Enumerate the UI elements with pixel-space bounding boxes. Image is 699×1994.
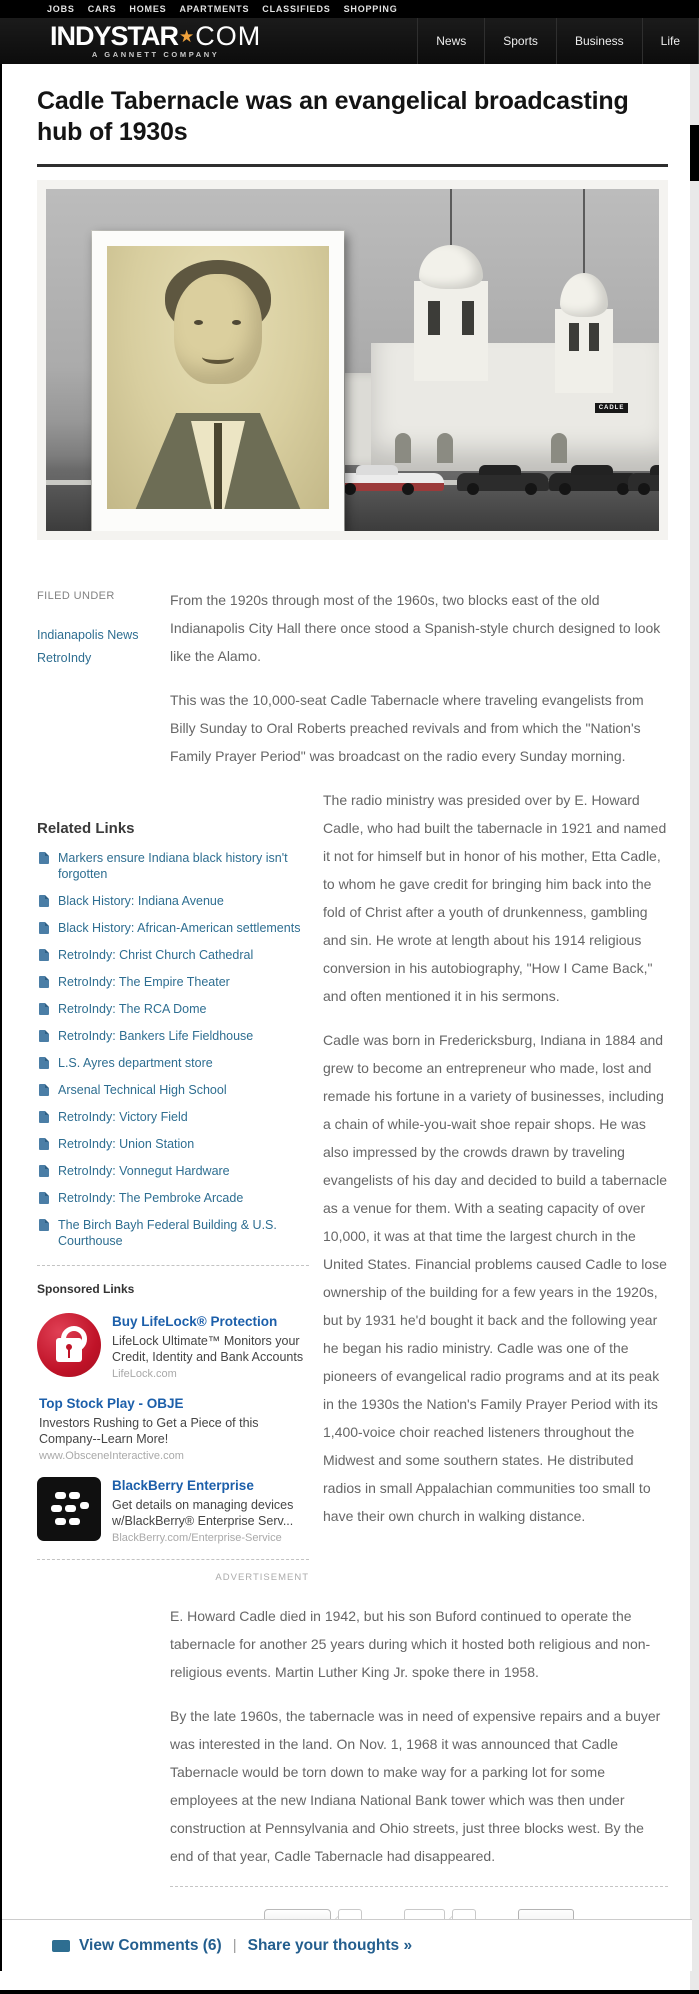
related-link-item[interactable] <box>37 893 309 909</box>
tabernacle-photo <box>46 189 659 531</box>
related-link[interactable]: The Birch Bayh Federal Building & U.S. Courthouse <box>58 1218 277 1248</box>
filed-under-link[interactable]: RetroIndy <box>37 651 92 665</box>
section-tabs <box>417 18 699 64</box>
related-link[interactable]: RetroIndy: Christ Church Cathedral <box>58 948 254 962</box>
related-link[interactable]: RetroIndy: The RCA Dome <box>58 1002 207 1016</box>
left-rail <box>37 820 309 1594</box>
document-icon <box>39 1219 49 1231</box>
car <box>549 473 641 491</box>
car <box>628 473 659 491</box>
utility-nav-link[interactable]: CARS <box>87 4 117 14</box>
ad-url: www.ObsceneInteractive.com <box>39 1450 184 1462</box>
related-link[interactable]: L.S. Ayres department store <box>58 1056 213 1070</box>
top-utility-nav <box>0 0 699 18</box>
related-link-item[interactable] <box>37 1055 309 1071</box>
document-icon <box>39 1084 49 1096</box>
ad-url: BlackBerry.com/Enterprise-Service <box>112 1532 282 1544</box>
tower-dome <box>414 281 488 381</box>
comments-bar <box>2 1919 692 1971</box>
utility-nav-link[interactable]: APARTMENTS <box>179 4 250 14</box>
article-paragraph: E. Howard Cadle died in 1942, but his son Buford continued to operate the tabernacle for another 25 years during which it hosted both religious and non-religious events. Martin Luther King Jr. spoke there in 1958. <box>170 1608 651 1680</box>
ad-description: Get details on managing devices w/BlackBerry® Enterprise Serv... <box>112 1498 294 1528</box>
article-paragraph: By the late 1960s, the tabernacle was in need of expensive repairs and a buyer was interested in the land. On Nov. 1, 1968 it was announced that Cadle Tabernacle would be torn down to make way for a parking lot for some employees at the new Indiana National Bank tower which was then under construction at Pennsylvania and Ohio streets, just three blocks west. By the end of that year, Cadle Tabernacle had disappeared. <box>170 1708 661 1864</box>
document-icon <box>39 1111 49 1123</box>
related-link[interactable]: RetroIndy: Bankers Life Fieldhouse <box>58 1029 254 1043</box>
ad-title-link[interactable]: Top Stock Play - OBJE <box>39 1396 184 1411</box>
related-link-item[interactable] <box>37 1082 309 1098</box>
document-icon <box>39 852 49 864</box>
related-link[interactable]: RetroIndy: Vonnegut Hardware <box>58 1164 230 1178</box>
related-link[interactable]: Markers ensure Indiana black history isn't forgotten <box>58 851 288 881</box>
article-paragraph: Cadle was born in Fredericksburg, Indiana in 1884 and grew to become an entrepreneur who made, lost and remade his fortune in a variety of businesses, including a chain of while-you-wait shoe repair shops. He was also impressed by the crowds drawn by traveling evangelists of his day and decided to build a tabernacle as a venue for them. With a seating capacity of over 10,000, it was at that time the largest church in the United States. Financial problems caused Cadle to lose ownership of the building for a few years in the 1920s, but by 1931 he'd bought it back and the following year he began his radio ministry. Cadle was one of the pioneers of evangelical radio programs and at its peak in the 1930s the Nation's Family Prayer Period with its 1,400-voice choir reached listeners throughout the Midwest and some southern states. He distributed radios in small Appalachian communities too small to have their own church in walking distance. <box>323 1032 668 1524</box>
sponsored-links <box>37 1265 309 1594</box>
tower-dome <box>555 309 613 393</box>
logo-text: INDYSTAR <box>50 21 179 51</box>
document-icon <box>39 976 49 988</box>
article-headline: Cadle Tabernacle was an evangelical broadcasting hub of 1930s <box>37 87 629 146</box>
paragraph-text: The radio ministry was presided over by E. Howard Cadle, who had built the tabernacle in 1921 and named it not for himself but in honor of his mother, Etta Cadle, to whom he gave credit for bringing him back into the fold of Christ after a youth of drunkenness, gambling and sin. He wrote at length about his 1914 religious conversion in his autobiography, "How I Came Back," and often mentioned it in his sermons. <box>323 792 667 1004</box>
gannett-tagline: A GANNETT COMPANY <box>91 50 220 59</box>
document-icon <box>39 1192 49 1204</box>
related-link[interactable]: RetroIndy: Victory Field <box>58 1110 188 1124</box>
article-paragraph: From the 1920s through most of the 1960s, two blocks east of the old Indianapolis City Hall there once stood a Spanish-style church designed to look like the Alamo. <box>170 592 661 664</box>
article-end-divider <box>170 1886 668 1887</box>
portrait-face <box>174 274 262 384</box>
share-thoughts-link[interactable]: Share your thoughts » <box>247 1936 413 1954</box>
document-icon <box>39 1165 49 1177</box>
utility-nav-link[interactable]: SHOPPING <box>343 4 398 14</box>
related-link-item[interactable] <box>37 1217 309 1249</box>
document-icon <box>39 1138 49 1150</box>
related-links-title: Related Links <box>37 820 135 837</box>
view-comments-link[interactable]: View Comments (6) <box>79 1936 222 1954</box>
ad-description: LifeLock Ultimate™ Monitors your Credit, Identity and Bank Accounts <box>112 1334 304 1364</box>
article-body-region <box>37 586 668 1971</box>
article-paragraph: This was the 10,000-seat Cadle Tabernacle where traveling evangelists from Billy Sunday to Oral Roberts preached revivals and from which the "Nation's Family Prayer Period" was broadcast on the radio every Sunday morning. <box>170 692 644 764</box>
section-tab[interactable]: Life <box>642 18 699 64</box>
lifelock-lock-icon <box>37 1313 101 1377</box>
related-link[interactable]: Arsenal Technical High School <box>58 1083 227 1097</box>
masthead <box>0 18 699 64</box>
comment-bubble-icon <box>52 1940 70 1952</box>
sponsored-ad-blackberry[interactable] <box>37 1477 309 1546</box>
car <box>334 473 444 491</box>
cadle-portrait <box>92 231 344 531</box>
filed-under <box>37 590 159 670</box>
section-tab[interactable]: Sports <box>484 18 556 64</box>
document-icon <box>39 895 49 907</box>
cadle-sign: CADLE <box>595 403 629 413</box>
antenna <box>450 189 452 245</box>
document-icon <box>39 949 49 961</box>
related-link-item[interactable] <box>37 1136 309 1152</box>
car <box>457 473 549 491</box>
utility-nav-link[interactable]: HOMES <box>129 4 167 14</box>
related-link-item[interactable] <box>37 920 309 936</box>
ad-url: LifeLock.com <box>112 1368 177 1380</box>
document-icon <box>39 922 49 934</box>
section-tab[interactable]: News <box>417 18 484 64</box>
advertisement-label: ADVERTISEMENT <box>215 1572 309 1583</box>
document-icon <box>39 1030 49 1042</box>
related-link[interactable]: RetroIndy: Union Station <box>58 1137 195 1151</box>
filed-under-link[interactable]: Indianapolis News <box>37 628 139 642</box>
utility-nav-link[interactable]: CLASSIFIEDS <box>262 4 331 14</box>
antenna <box>583 189 585 275</box>
content-area <box>0 64 690 1971</box>
page-right-strip <box>690 64 699 1990</box>
ad-title-link[interactable]: BlackBerry Enterprise <box>112 1478 254 1493</box>
filed-under-label: FILED UNDER <box>37 590 115 602</box>
ad-description: Investors Rushing to Get a Piece of this Company--Learn More! <box>39 1416 259 1446</box>
lead-photo <box>37 180 668 540</box>
headline-rule <box>37 164 668 167</box>
related-link[interactable]: Black History: African-American settlements <box>58 921 301 935</box>
section-tab[interactable]: Business <box>556 18 642 64</box>
document-icon <box>39 1057 49 1069</box>
sponsored-ad-lifelock[interactable] <box>37 1313 309 1382</box>
related-link[interactable]: RetroIndy: The Empire Theater <box>58 975 230 989</box>
sponsored-ad-obje[interactable] <box>37 1395 309 1464</box>
related-link[interactable]: RetroIndy: The Pembroke Arcade <box>58 1191 244 1205</box>
sponsored-links-label: Sponsored Links <box>37 1282 135 1296</box>
related-link-item[interactable] <box>37 1190 309 1206</box>
document-icon <box>39 1003 49 1015</box>
related-link-item[interactable] <box>37 974 309 990</box>
blackberry-icon <box>37 1477 101 1541</box>
utility-nav-link[interactable]: JOBS <box>47 4 75 14</box>
related-link-item[interactable] <box>37 1109 309 1125</box>
related-links-list <box>37 850 309 1249</box>
related-link-item[interactable] <box>37 1001 309 1017</box>
footer-divider: | <box>232 1937 237 1954</box>
related-link-item[interactable] <box>37 850 309 882</box>
related-link-item[interactable] <box>37 947 309 963</box>
ad-title-link[interactable]: Buy LifeLock® Protection <box>112 1314 278 1329</box>
related-link-item[interactable] <box>37 1028 309 1044</box>
star-icon: ★ <box>179 27 195 46</box>
logo-tld: COM <box>195 21 262 51</box>
related-link[interactable]: Black History: Indiana Avenue <box>58 894 224 908</box>
related-link-item[interactable] <box>37 1163 309 1179</box>
indystar-logo[interactable] <box>0 18 261 64</box>
